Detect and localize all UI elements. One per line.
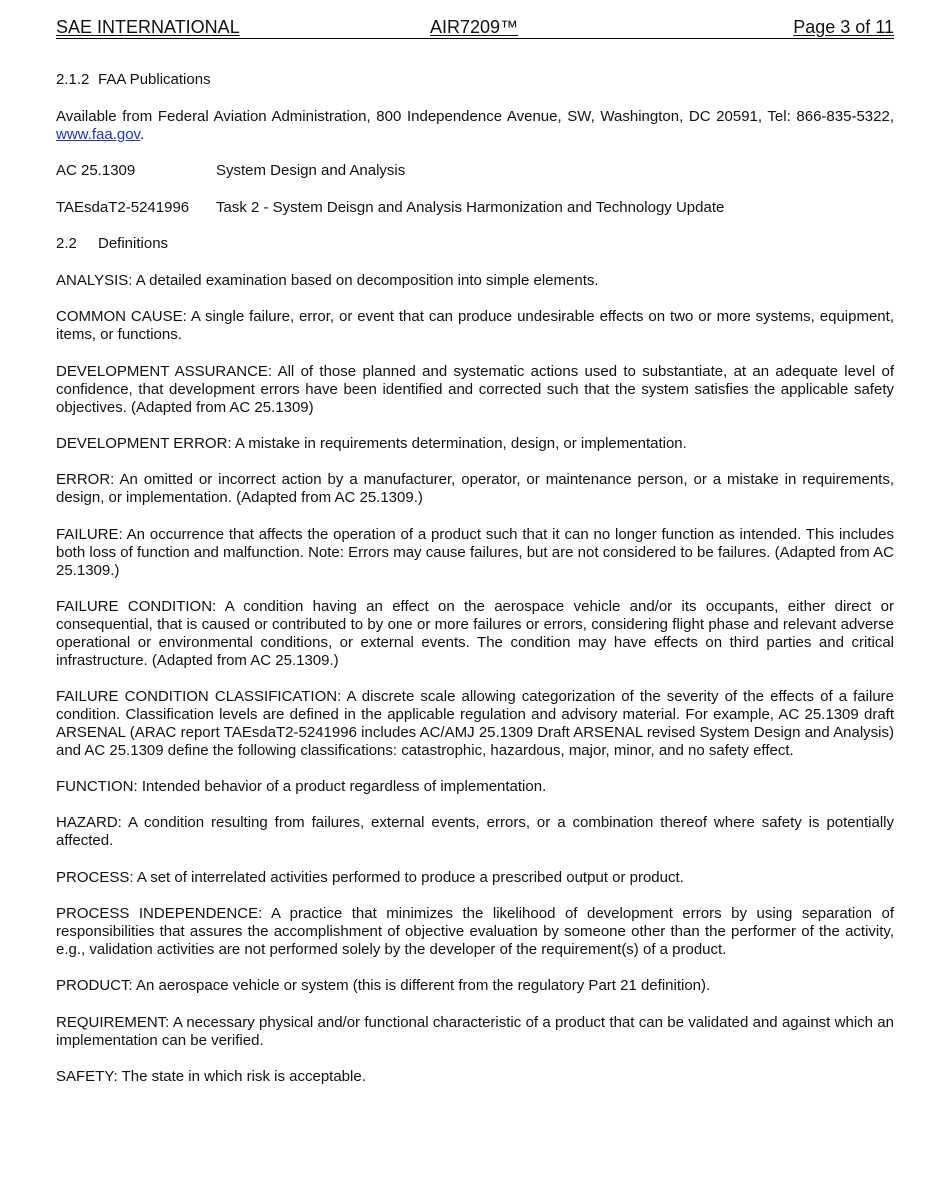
availability-trailing: . bbox=[139, 126, 145, 143]
definition-safety: SAFETY: The state in which risk is acceptable. bbox=[56, 1068, 366, 1085]
header-page-number: Page 3 of 11 bbox=[793, 17, 894, 37]
header-organization: SAE INTERNATIONAL bbox=[56, 17, 240, 37]
section-heading-2-2 bbox=[56, 235, 894, 253]
section-number: 2.1.2 bbox=[56, 71, 90, 88]
definition-development-assurance: DEVELOPMENT ASSURANCE: All of those planned and systematic actions used to substantiate, at an adequate level of confidence, that development errors have been identified and corrected such that the system satisfies the applicable safety objectives. (Adapted from AC 25.1309) bbox=[56, 363, 894, 416]
reference-title: System Design and Analysis bbox=[216, 162, 406, 179]
section-heading-2-1-2 bbox=[56, 71, 894, 89]
availability-text: Available from Federal Aviation Administration, 800 Independence Avenue, SW, Washington, DC 20591, Tel: 866-835-5322, bbox=[56, 108, 894, 125]
faa-website-link[interactable]: www.faa.gov bbox=[56, 126, 140, 143]
document-page bbox=[56, 0, 894, 1085]
reference-code: AC 25.1309 bbox=[56, 162, 136, 179]
section-number: 2.2 bbox=[56, 235, 77, 252]
availability-paragraph bbox=[56, 108, 894, 144]
definition-development-error: DEVELOPMENT ERROR: A mistake in requirements determination, design, or implementation. bbox=[56, 435, 687, 452]
definition-product: PRODUCT: An aerospace vehicle or system (this is different from the regulatory Part 21 definition). bbox=[56, 977, 711, 994]
definition-error: ERROR: An omitted or incorrect action by a manufacturer, operator, or maintenance person, or a mistake in requirements, design, or implementation. (Adapted from AC 25.1309.) bbox=[56, 471, 894, 506]
section-title: Definitions bbox=[98, 235, 169, 252]
definition-failure-condition-classification: FAILURE CONDITION CLASSIFICATION: A discrete scale allowing categorization of the severity of the effects of a failure condition. Classification levels are defined in the applicable regulation and advisory material. For example, AC 25.1309 draft ARSENAL (ARAC report TAEsdaT2-5241996 includes AC/AMJ 25.1309 Draft ARSENAL revised System Design and Analysis) and AC 25.1309 define the following classifications: catastrophic, hazardous, major, minor, and no safety effect. bbox=[56, 688, 894, 759]
definition-failure-condition: FAILURE CONDITION: A condition having an effect on the aerospace vehicle and/or its occupants, either direct or consequential, that is caused or contributed to by one or more failures or errors, considering flight phase and relevant adverse operational or environmental conditions, or external events. The condition may have effects on third parties and critical infrastructure. (Adapted from AC 25.1309.) bbox=[56, 598, 894, 669]
reference-code: TAEsdaT2-5241996 bbox=[56, 199, 190, 216]
section-title: FAA Publications bbox=[98, 71, 211, 88]
definition-hazard: HAZARD: A condition resulting from failures, external events, errors, or a combination thereof where safety is potentially affected. bbox=[56, 814, 894, 849]
header-document-number: AIR7209™ bbox=[430, 17, 519, 37]
definition-requirement: REQUIREMENT: A necessary physical and/or functional characteristic of a product that can be validated and against which an implementation can be verified. bbox=[56, 1014, 894, 1049]
reference-entry bbox=[56, 162, 894, 180]
definition-failure: FAILURE: An occurrence that affects the operation of a product such that it can no longer function as intended. This includes both loss of function and malfunction. Note: Errors may cause failures, but are not considered to be failures. (Adapted from AC 25.1309.) bbox=[56, 526, 894, 579]
definition-common-cause: COMMON CAUSE: A single failure, error, or event that can produce undesirable effects on two or more systems, equipment, items, or functions. bbox=[56, 308, 894, 343]
reference-title: Task 2 - System Deisgn and Analysis Harmonization and Technology Update bbox=[216, 199, 725, 216]
definition-process: PROCESS: A set of interrelated activities performed to produce a prescribed output or product. bbox=[56, 869, 684, 886]
reference-entry bbox=[56, 199, 894, 217]
page-header bbox=[56, 0, 894, 39]
definition-function: FUNCTION: Intended behavior of a product regardless of implementation. bbox=[56, 778, 547, 795]
definition-process-independence: PROCESS INDEPENDENCE: A practice that minimizes the likelihood of development errors by using separation of responsibilities that assures the accomplishment of objective evaluation by someone other than the performer of the activity, e.g., validation activities are not performed solely by the developer of the requirement(s) of a product. bbox=[56, 905, 894, 958]
definition-analysis: ANALYSIS: A detailed examination based on decomposition into simple elements. bbox=[56, 272, 599, 289]
